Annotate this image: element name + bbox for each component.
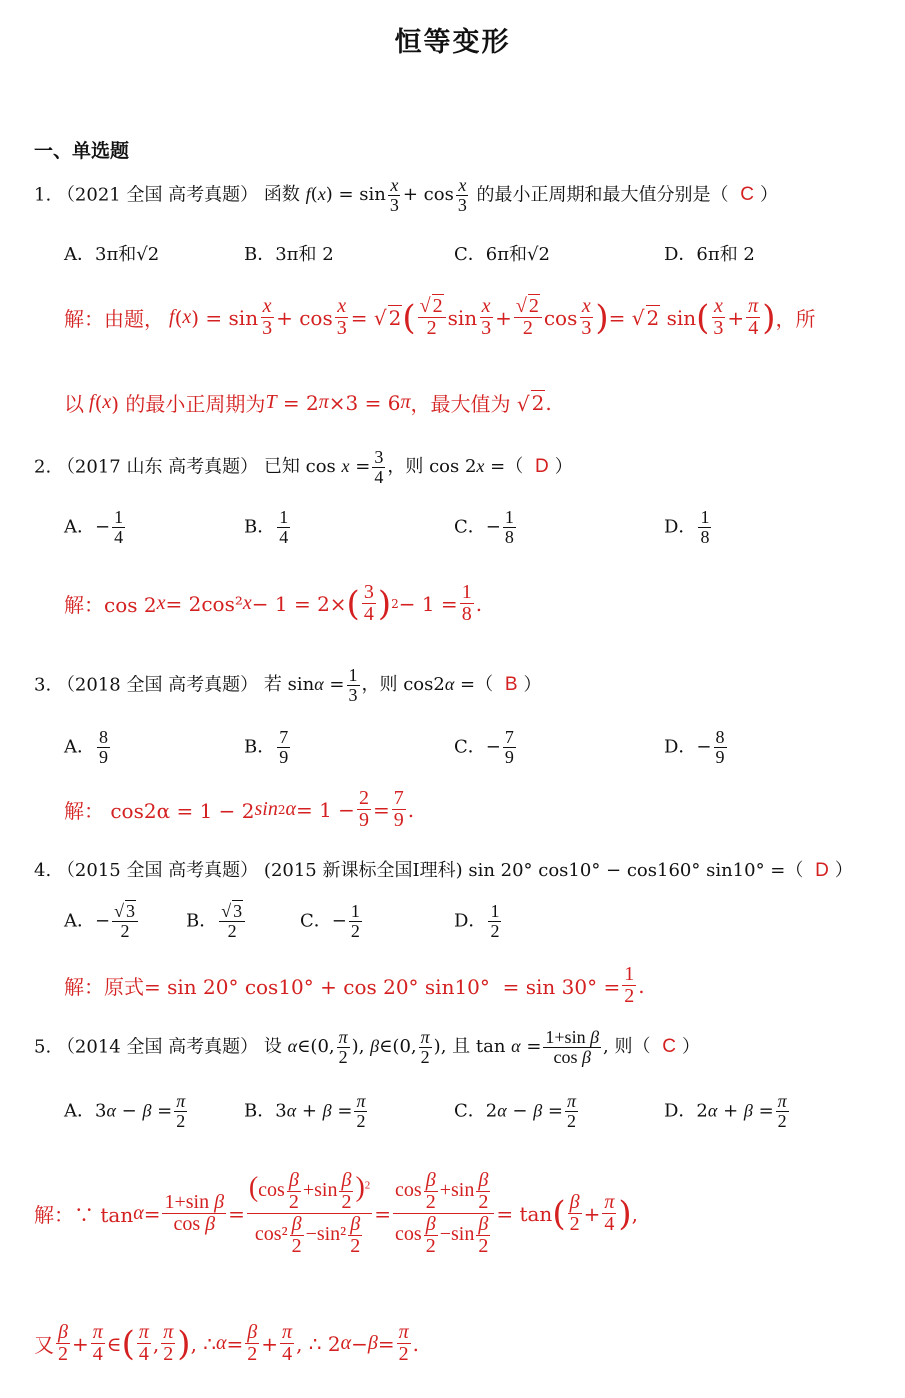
option-a: A．3α − β = $\frac{\pi}{2}$ — [64, 1091, 186, 1131]
question-stem: 函数 f(x) = sin $\frac{x}{3}$ + cos $\frac{x}{3}$ — [263, 175, 467, 215]
question-number: 5. — [34, 1036, 52, 1058]
question-4: 4. （2015 全国 高考真题） (2015 新课标全国Ⅰ理科) sin 20° cos10° − cos160° sin10° =（ D ） — [34, 860, 853, 881]
answer-badge: C — [662, 1036, 676, 1058]
page-title: 恒等变形 — [394, 27, 511, 58]
option-b: B． $\frac{7}{9}$ — [244, 727, 289, 767]
option-d: D．− $\frac{8}{9}$ — [664, 727, 725, 767]
solution-2: 解：cos 2 x = 2cos² x − 1 = 2× ( 3 4 ) 2 − 1 = 1 8 . — [64, 581, 483, 625]
solution-1-line2: 以 f ( x ) 的最小正周期为 T = 2 π ×3 = 6 π ，最大值为 √ 2 . — [64, 390, 552, 416]
answer-badge: D — [815, 860, 829, 881]
solution-1-line1: 解：由题， f ( x ) = sin x 3 + cos x 3 = √ 2 ( √ 2 2 sin x 3 + √ 2 2 cos x 3 ) = √ 2 sin ( x 3 + π 4 ) ，所 — [64, 295, 816, 339]
answer-badge: D — [534, 456, 549, 478]
option-a: A． $\frac{8}{9}$ — [64, 727, 108, 767]
option-d: D．6π和 2 — [664, 244, 755, 265]
question-number: 2. — [34, 456, 52, 478]
question-2: 2. （2017 山东 高考真题） 已知 cos x = $\frac{3}{4}$ ，则 cos 2x =（ D ） — [34, 447, 573, 487]
option-a: A．− $\frac{√ 3}{2}$ — [64, 902, 140, 941]
option-b: B．3π和 2 — [244, 244, 334, 265]
answer-badge: B — [504, 674, 518, 696]
solution-3: 解： cos2α = 1 − 2 sin 2 α = 1 − 2 9 = 7 9 . — [64, 787, 415, 831]
question-1: 1. （2021 全国 高考真题） 函数 f(x) = sin $\frac{x}{3}$ + cos $\frac{x}{3}$ 的最小正周期和最大值分别是（ C ） — [34, 175, 779, 215]
question-3: 3. （2018 全国 高考真题） 若 sinα = $\frac{1}{3}$ ，则 cos2α =（ B ） — [34, 665, 542, 705]
answer-badge: C — [740, 184, 755, 206]
question-source: （2018 全国 高考真题） — [56, 674, 259, 696]
option-a: A．3π和√2 — [64, 244, 160, 265]
option-b: B． $\frac{√ 3}{2}$ — [186, 902, 247, 941]
option-a: A．− $\frac{1}{4}$ — [64, 507, 124, 547]
question-number: 1. — [34, 184, 52, 206]
question-source: （2017 山东 高考真题） — [56, 456, 259, 478]
option-c: C．− $\frac{1}{2}$ — [300, 901, 360, 941]
question-5: 5. （2014 全国 高考真题） 设 α∈(0, $\frac{\pi}{2}$ ), β∈(0, $\frac{\pi}{2}$ ), 且 tan α = $\frac{\text{1+sin β}}{\text{cos β}}$ , 则（ C ） — [34, 1027, 700, 1067]
option-d: D． $\frac{1}{8}$ — [664, 507, 710, 547]
option-b: B．3α + β = $\frac{\pi}{2}$ — [244, 1091, 366, 1131]
option-c: C．− $\frac{7}{9}$ — [454, 727, 514, 767]
solution-4: 解：原式= sin 20° cos10° + cos 20° sin10° = sin 30° = 1 2 . — [64, 963, 645, 1007]
question-stem: 已知 cos x = $\frac{3}{4}$ ，则 cos 2x =（ — [263, 447, 524, 487]
option-d: D． $\frac{1}{2}$ — [454, 901, 500, 941]
question-stem: 若 sinα = $\frac{1}{3}$ ，则 cos2α =（ — [263, 665, 494, 705]
question-source: （2021 全国 高考真题） — [56, 184, 259, 206]
question-stem: 设 α∈(0, $\frac{\pi}{2}$ ), β∈(0, $\frac{\pi}{2}$ ), 且 tan α = $\frac{\text{1+sin β}}{\text{cos β}}$ , 则（ — [263, 1027, 651, 1067]
question-number: 4. — [34, 860, 52, 881]
option-d: D．2α + β = $\frac{\pi}{2}$ — [664, 1091, 787, 1131]
question-stem: (2015 新课标全国Ⅰ理科) sin 20° cos10° − cos160° sin10° =（ — [263, 860, 804, 881]
option-b: B． $\frac{1}{4}$ — [244, 507, 289, 547]
solution-5-line2: 又 β 2 + π 4 ∈ ( π 4 , π 2 ) , ∴ α = β 2 + π 4 , ∴ 2 α − β = π 2 . — [34, 1321, 419, 1365]
solution-5-line1: 解：∵ tan α = 1+sin β cos β = (cos $\frac{\beta}{2}$ +sin $\frac{\beta}{2}$ )$^2$ cos² $\frac{\beta}{2}$ −sin² $\frac{\beta}{2}$ = cos $\frac{\beta}{2}$ +sin $\frac{\beta}{2}$ cos $\frac{\beta}{2}$ −sin $\frac{\beta}{2}$ = tan ( β 2 + π 4 ) , — [34, 1169, 638, 1257]
option-c: C．6π和√2 — [454, 244, 550, 265]
question-number: 3. — [34, 674, 52, 696]
section-heading: 一、单选题 — [34, 140, 130, 162]
question-source: （2015 全国 高考真题） — [56, 860, 259, 881]
question-stem-end: 的最小正周期和最大值分别是（ — [476, 184, 729, 206]
option-c: C．2α − β = $\frac{\pi}{2}$ — [454, 1091, 577, 1131]
option-c: C．− $\frac{1}{8}$ — [454, 507, 514, 547]
question-source: （2014 全国 高考真题） — [56, 1036, 259, 1058]
